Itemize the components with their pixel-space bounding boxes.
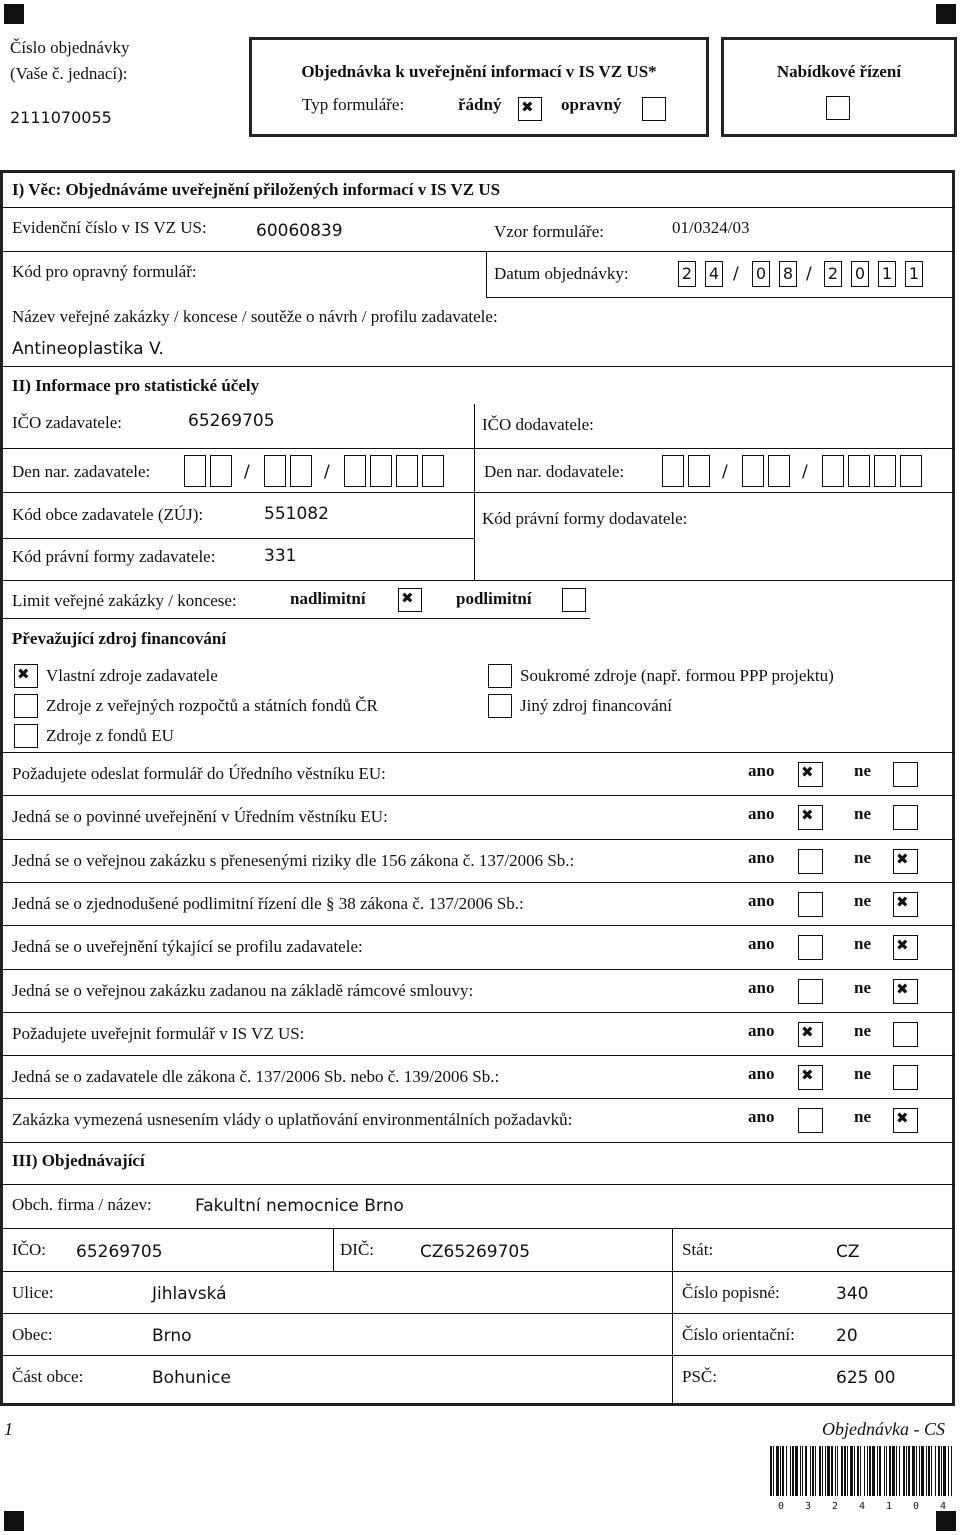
birth-contracting-date-box[interactable]	[184, 455, 206, 487]
barcode-bar	[827, 1446, 830, 1496]
state-label: Stát:	[682, 1240, 714, 1259]
barcode-bar	[837, 1446, 838, 1496]
street-label: Ulice:	[12, 1283, 54, 1302]
yes-label: ano	[748, 804, 775, 824]
birth-contracting-date-box[interactable]	[370, 455, 392, 487]
no-label: ne	[854, 761, 871, 780]
barcode-digits	[778, 1501, 946, 1512]
funding-checkbox[interactable]	[488, 664, 512, 688]
barcode-bar	[847, 1446, 848, 1496]
barcode-bar	[812, 1446, 814, 1496]
no-label: ne	[854, 1020, 871, 1040]
barcode-bar	[835, 1446, 836, 1496]
form-type-regular-checkbox[interactable]	[518, 97, 542, 121]
municipality-code-value: 551082	[264, 504, 329, 524]
barcode-bar	[896, 1446, 897, 1496]
order-date-digit: 1	[878, 261, 896, 287]
zip-label: PSČ:	[682, 1367, 717, 1386]
order-number-label-2: (Vaše č. jednací):	[10, 64, 128, 83]
yes-checkbox[interactable]	[798, 1108, 823, 1133]
barcode-bar	[854, 1446, 855, 1496]
ico-supplier-label: IČO dodavatele:	[482, 415, 594, 434]
barcode-bar	[899, 1446, 900, 1496]
yes-checkbox[interactable]	[798, 1065, 823, 1090]
barcode-bar	[916, 1446, 917, 1496]
tender-box	[721, 37, 957, 137]
section-3-heading: III) Objednávající	[12, 1151, 145, 1170]
order-date-digit: 2	[678, 261, 696, 287]
house-number-value: 340	[836, 1284, 869, 1304]
birth-supplier-date-box[interactable]	[688, 455, 710, 487]
barcode-bar	[790, 1446, 791, 1496]
page-number: 1	[4, 1419, 13, 1439]
barcode-bar	[810, 1446, 811, 1496]
barcode-bar	[802, 1446, 803, 1496]
barcode-bar	[951, 1446, 952, 1496]
funding-label: Zdroje z veřejných rozpočtů a státních fondů ČR	[46, 696, 378, 715]
birth-supplier-date-box[interactable]	[742, 455, 764, 487]
dic-value: CZ65269705	[420, 1242, 531, 1262]
yes-checkbox[interactable]	[798, 979, 823, 1004]
divider	[0, 1228, 955, 1229]
ico-contracting-value: 65269705	[188, 411, 275, 431]
street-value: Jihlavská	[152, 1284, 227, 1304]
funding-label: Zdroje z fondů EU	[46, 726, 174, 745]
funding-checkbox[interactable]	[14, 694, 38, 718]
barcode-bar	[786, 1446, 787, 1496]
barcode-digit: 2	[832, 1501, 839, 1512]
form-type-correction-checkbox[interactable]	[642, 97, 666, 121]
barcode-bar	[864, 1446, 865, 1496]
question-label: Zakázka vymezená usnesením vlády o uplatňování environmentálních požadavků:	[12, 1110, 573, 1130]
district-value: Bohunice	[152, 1368, 231, 1388]
barcode-bar	[825, 1446, 826, 1496]
barcode-bar	[908, 1446, 910, 1496]
barcode-bar	[857, 1446, 859, 1496]
form-type-correction-label: opravný	[561, 95, 622, 114]
order-date-separator: /	[806, 264, 812, 284]
corner-marker-bottom-left	[4, 1511, 24, 1531]
question-label: Požadujete odeslat formulář do Úředního věstníku EU:	[12, 764, 386, 783]
birth-supplier-date-separator: /	[722, 462, 728, 482]
divider	[0, 1055, 955, 1056]
barcode	[766, 1446, 956, 1512]
reg-number-label: Evidenční číslo v IS VZ US:	[12, 218, 207, 237]
funding-checkbox[interactable]	[14, 724, 38, 748]
funding-label: Vlastní zdroje zadavatele	[46, 666, 218, 685]
divider	[0, 1142, 955, 1143]
divider	[0, 580, 955, 581]
divider	[333, 1228, 334, 1271]
order-date-digit: 8	[779, 261, 797, 287]
no-label: ne	[854, 977, 871, 997]
no-checkbox[interactable]	[893, 892, 918, 917]
barcode-digit: 4	[859, 1501, 866, 1512]
barcode-bar	[819, 1446, 821, 1496]
divider	[0, 538, 474, 539]
barcode-bar	[782, 1446, 784, 1496]
barcode-bar	[928, 1446, 930, 1496]
document-label: Objednávka - CS	[822, 1419, 945, 1439]
divider	[0, 618, 590, 619]
district-label: Část obce:	[12, 1367, 84, 1386]
divider	[672, 1228, 673, 1406]
divider	[0, 1313, 955, 1314]
barcode-digit: 1	[886, 1501, 893, 1512]
divider	[486, 297, 955, 298]
yes-label: ano	[748, 1064, 775, 1084]
state-value: CZ	[836, 1242, 860, 1262]
barcode-bar	[770, 1446, 772, 1496]
no-label: ne	[854, 1064, 871, 1084]
birth-supplier-date-box[interactable]	[822, 455, 844, 487]
no-checkbox[interactable]	[893, 979, 918, 1004]
barcode-bar	[903, 1446, 905, 1496]
legal-form-contracting-label: Kód právní formy zadavatele:	[12, 547, 216, 566]
barcode-bar	[919, 1446, 920, 1496]
reg-number-value: 60060839	[256, 221, 343, 241]
form-title: Objednávka k uveřejnění informací v IS VZ US*	[301, 62, 657, 81]
yes-checkbox[interactable]	[798, 935, 823, 960]
birth-supplier-date-box[interactable]	[662, 455, 684, 487]
correction-code-label: Kód pro opravný formulář:	[12, 262, 197, 281]
funding-checkbox[interactable]	[488, 694, 512, 718]
divider	[0, 1184, 955, 1185]
yes-label: ano	[748, 890, 775, 910]
barcode-bar	[943, 1446, 946, 1496]
form-type-regular-label: řádný	[458, 95, 502, 114]
dic-label: DIČ:	[340, 1240, 374, 1259]
legal-form-contracting-value: 331	[264, 546, 297, 566]
birth-contracting-date-box[interactable]	[396, 455, 418, 487]
barcode-digit: 0	[778, 1501, 785, 1512]
barcode-bar	[931, 1446, 932, 1496]
barcode-bar	[948, 1446, 949, 1496]
above-limit-label: nadlimitní	[290, 589, 366, 608]
birth-contracting-date-box[interactable]	[290, 455, 312, 487]
yes-label: ano	[748, 934, 775, 954]
birth-supplier-date-box[interactable]	[874, 455, 896, 487]
yes-label: ano	[748, 977, 775, 997]
yes-label: ano	[748, 847, 775, 867]
no-checkbox[interactable]	[893, 1022, 918, 1047]
divider	[0, 207, 955, 208]
section-2-heading: II) Informace pro statistické účely	[12, 376, 260, 395]
divider	[0, 882, 955, 883]
no-label: ne	[854, 890, 871, 910]
birth-supplier-date-box[interactable]	[768, 455, 790, 487]
question-label: Požadujete uveřejnit formulář v IS VZ US:	[12, 1023, 305, 1043]
barcode-bar	[889, 1446, 891, 1496]
yes-checkbox[interactable]	[798, 849, 823, 874]
order-date-separator: /	[733, 264, 739, 284]
yes-label: ano	[748, 1020, 775, 1040]
no-checkbox[interactable]	[893, 805, 918, 830]
divider	[0, 448, 955, 449]
barcode-bar	[886, 1446, 887, 1496]
yes-checkbox[interactable]	[798, 762, 823, 787]
divider	[0, 1098, 955, 1099]
barcode-bar	[867, 1446, 868, 1496]
barcode-digit: 3	[805, 1501, 812, 1512]
barcode-bar	[869, 1446, 871, 1496]
divider	[0, 251, 955, 252]
order-date-digit: 4	[705, 261, 723, 287]
birth-contracting-date-separator: /	[324, 462, 330, 482]
divider	[0, 1271, 955, 1272]
barcode-bar	[935, 1446, 936, 1496]
divider	[0, 1355, 955, 1356]
question-label: Jedná se o uveřejnění týkající se profilu zadavatele:	[12, 937, 363, 957]
divider	[0, 1012, 955, 1013]
order-number-value: 2111070055	[10, 108, 112, 127]
yes-label: ano	[748, 1107, 775, 1127]
no-checkbox[interactable]	[893, 1108, 918, 1133]
barcode-bar	[892, 1446, 895, 1496]
barcode-bar	[780, 1446, 781, 1496]
above-limit-checkbox[interactable]	[398, 588, 422, 612]
barcode-bar	[926, 1446, 927, 1496]
birth-supplier-date-box[interactable]	[848, 455, 870, 487]
birth-contracting-date-box[interactable]	[210, 455, 232, 487]
no-label: ne	[854, 847, 871, 867]
birth-contracting-label: Den nar. zadavatele:	[12, 462, 151, 481]
funding-heading: Převažující zdroj financování	[12, 629, 227, 648]
orientation-number-label: Číslo orientační:	[682, 1325, 795, 1344]
title-box	[249, 37, 709, 137]
birth-contracting-date-separator: /	[244, 462, 250, 482]
barcode-bar	[941, 1446, 942, 1496]
barcode-bar	[800, 1446, 801, 1496]
divider	[0, 839, 955, 840]
barcode-digit: 4	[940, 1501, 947, 1512]
barcode-bar	[906, 1446, 907, 1496]
birth-supplier-date-box[interactable]	[900, 455, 922, 487]
order-date-digit: 2	[824, 261, 842, 287]
divider	[0, 752, 955, 753]
corner-marker-bottom-right	[936, 1511, 956, 1531]
barcode-bar	[841, 1446, 843, 1496]
birth-contracting-date-box[interactable]	[344, 455, 366, 487]
form-type-label: Typ formuláře:	[302, 95, 405, 114]
barcode-bar	[776, 1446, 779, 1496]
form-template-label: Vzor formuláře:	[494, 222, 604, 241]
divider	[0, 925, 955, 926]
no-checkbox[interactable]	[893, 762, 918, 787]
barcode-bar	[792, 1446, 794, 1496]
divider	[486, 251, 487, 297]
barcode-bar	[822, 1446, 823, 1496]
contract-name-label: Název veřejné zakázky / koncese / soutěže o návrh / profilu zadavatele:	[12, 307, 498, 326]
below-limit-label: podlimitní	[456, 589, 532, 608]
order-date-digit: 0	[851, 261, 869, 287]
contract-name-value: Antineoplastika V.	[12, 339, 164, 359]
barcode-bar	[805, 1446, 807, 1496]
barcode-bar	[884, 1446, 885, 1496]
orientation-number-value: 20	[836, 1326, 858, 1346]
order-date-digit: 0	[752, 261, 770, 287]
barcode-bar	[844, 1446, 846, 1496]
funding-label: Jiný zdroj financování	[520, 696, 673, 715]
no-label: ne	[854, 804, 871, 824]
yes-checkbox[interactable]	[798, 1022, 823, 1047]
question-label: Jedná se o zadavatele dle zákona č. 137/2006 Sb. nebo č. 139/2006 Sb.:	[12, 1067, 500, 1087]
barcode-bar	[850, 1446, 853, 1496]
question-label: Jedná se o zjednodušené podlimitní řízení dle § 38 zákona č. 137/2006 Sb.:	[12, 893, 524, 913]
birth-contracting-date-box[interactable]	[422, 455, 444, 487]
birth-supplier-label: Den nar. dodavatele:	[484, 462, 625, 481]
ico-contracting-label: IČO zadavatele:	[12, 413, 122, 432]
no-label: ne	[854, 1107, 871, 1127]
barcode-bar	[831, 1446, 833, 1496]
barcode-bar	[912, 1446, 915, 1496]
birth-contracting-date-box[interactable]	[264, 455, 286, 487]
barcode-bars	[770, 1446, 952, 1496]
barcode-bar	[860, 1446, 861, 1496]
yes-checkbox[interactable]	[798, 805, 823, 830]
municipality-code-label: Kód obce zadavatele (ZÚJ):	[12, 505, 204, 524]
question-label: Jedná se o veřejnou zakázku s přenesenými riziky dle 156 zákona č. 137/2006 Sb.:	[12, 850, 575, 870]
question-label: Jedná se o povinné uveřejnění v Úředním věstníku EU:	[12, 807, 388, 827]
firm-value: Fakultní nemocnice Brno	[195, 1196, 404, 1216]
barcode-bar	[773, 1446, 774, 1496]
funding-checkbox[interactable]	[14, 664, 38, 688]
barcode-bar	[938, 1446, 940, 1496]
no-label: ne	[854, 934, 871, 954]
divider	[0, 795, 955, 796]
barcode-digit: 0	[913, 1501, 920, 1512]
funding-label: Soukromé zdroje (např. formou PPP projektu)	[520, 666, 834, 685]
no-checkbox[interactable]	[893, 1065, 918, 1090]
ico-label: IČO:	[12, 1240, 46, 1259]
zip-value: 625 00	[836, 1368, 896, 1388]
barcode-bar	[815, 1446, 816, 1496]
city-value: Brno	[152, 1326, 192, 1346]
legal-form-supplier-label: Kód právní formy dodavatele:	[482, 509, 688, 528]
form-template-value: 01/0324/03	[672, 218, 750, 237]
barcode-bar	[879, 1446, 881, 1496]
house-number-label: Číslo popisné:	[682, 1283, 780, 1302]
barcode-bar	[872, 1446, 875, 1496]
question-label: Jedná se o veřejnou zakázku zadanou na základě rámcové smlouvy:	[12, 980, 474, 1000]
order-number-label: Číslo objednávky	[10, 38, 130, 57]
divider	[0, 492, 955, 493]
barcode-bar	[877, 1446, 878, 1496]
yes-label: ano	[748, 761, 775, 780]
barcode-bar	[921, 1446, 924, 1496]
divider	[0, 366, 955, 367]
city-label: Obec:	[12, 1325, 53, 1344]
corner-marker-top-right	[936, 4, 956, 24]
order-date-label: Datum objednávky:	[494, 264, 629, 283]
corner-marker-top-left	[4, 4, 24, 24]
no-checkbox[interactable]	[893, 849, 918, 874]
order-date-digit: 1	[905, 261, 923, 287]
firm-label: Obch. firma / název:	[12, 1195, 152, 1214]
section-1-heading: I) Věc: Objednáváme uveřejnění přiložených informací v IS VZ US	[12, 180, 501, 199]
yes-checkbox[interactable]	[798, 892, 823, 917]
birth-supplier-date-separator: /	[802, 462, 808, 482]
tender-checkbox[interactable]	[826, 96, 850, 120]
tender-label: Nabídkové řízení	[776, 62, 902, 81]
below-limit-checkbox[interactable]	[562, 588, 586, 612]
no-checkbox[interactable]	[893, 935, 918, 960]
ico-value: 65269705	[76, 1242, 163, 1262]
divider	[0, 969, 955, 970]
limit-label: Limit veřejné zakázky / koncese:	[12, 591, 237, 610]
barcode-bar	[795, 1446, 798, 1496]
